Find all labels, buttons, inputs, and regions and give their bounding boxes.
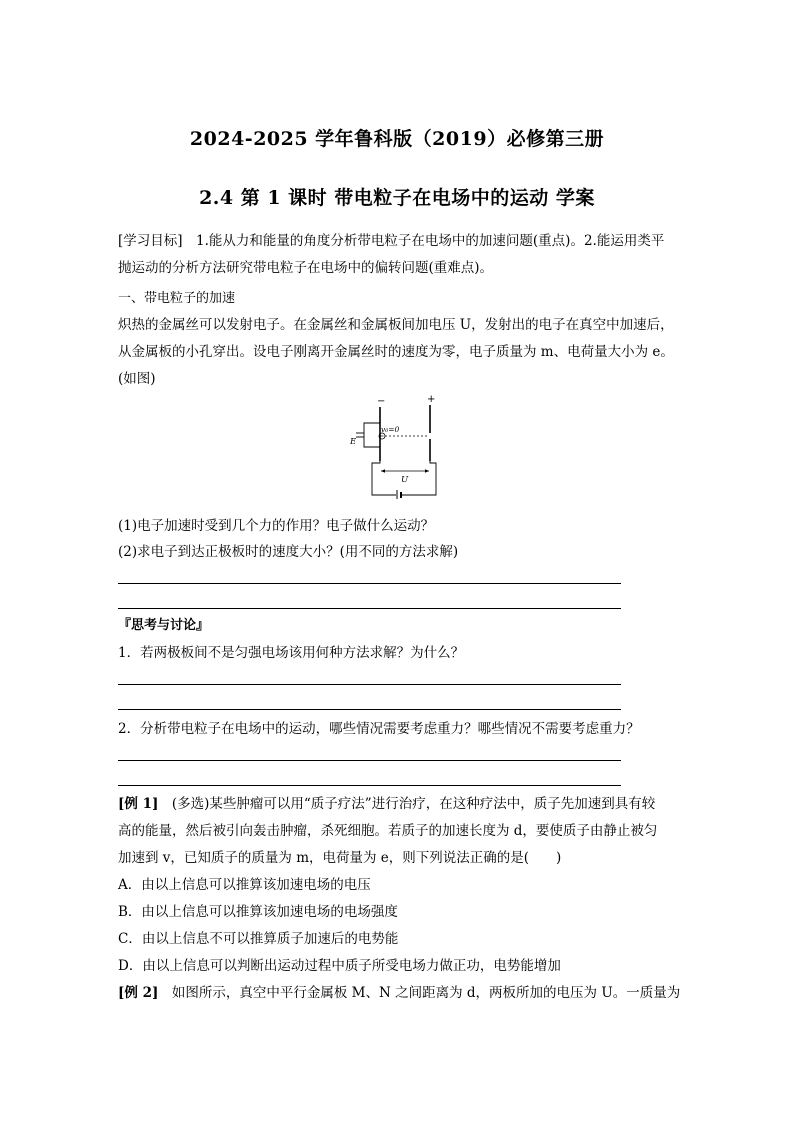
- example-1-line-1: [例 1] (多选)某些肿瘤可以用“质子疗法”进行治疗，在这种疗法中，质子先加速到具有较: [118, 796, 656, 812]
- section-heading-acceleration: 一、带电粒子的加速: [118, 291, 236, 306]
- example-1-tag: [例 1]: [118, 796, 159, 812]
- objectives-line-1: [学习目标] 1.能从力和能量的角度分析带电粒子在电场中的加速问题(重点)。2.能运用类平: [118, 233, 665, 249]
- option-d: D．由以上信息可以判断出运动过程中质子所受电场力做正功，电势能增加: [118, 958, 561, 974]
- answer-line: [118, 583, 621, 584]
- e-label: E: [350, 437, 357, 447]
- option-c: C．由以上信息不可以推算质子加速后的电势能: [118, 931, 399, 947]
- answer-line: [118, 785, 621, 786]
- document-title: 2024-2025 学年鲁科版（2019）必修第三册: [189, 128, 605, 150]
- intro-line-3: (如图): [118, 371, 156, 387]
- option-a: A．由以上信息可以推算该加速电场的电压: [118, 877, 371, 893]
- lesson-title: 2.4 第 1 课时 带电粒子在电场中的运动 学案: [199, 187, 595, 209]
- minus-sign: −: [377, 396, 386, 407]
- example-2-line-1: [例 2] 如图所示，真空中平行金属板 M、N 之间距离为 d，两板所加的电压为 U。一质量为: [118, 985, 681, 1001]
- example-1-line-3: 加速到 v，已知质子的质量为 m，电荷量为 e，则下列说法正确的是( ): [118, 850, 562, 866]
- answer-line: [118, 709, 621, 710]
- discussion-question-1: 1．若两极板间不是匀强电场该用何种方法求解？为什么？: [118, 645, 465, 661]
- example-1-line-2: 高的能量，然后被引向轰击肿瘤，杀死细胞。若质子的加速长度为 d，要使质子由静止被匀: [118, 823, 658, 839]
- answer-line: [118, 608, 621, 609]
- question-1: (1)电子加速时受到几个力的作用？电子做什么运动？: [118, 518, 435, 534]
- answer-line: [118, 760, 621, 761]
- question-2: (2)求电子到达正极板时的速度大小？(用不同的方法求解): [118, 544, 459, 560]
- electron-gun-diagram: [344, 393, 444, 499]
- option-b: B．由以上信息可以推算该加速电场的电场强度: [118, 904, 398, 920]
- discussion-question-2: 2．分析带电粒子在电场中的运动，哪些情况需要考虑重力？哪些情况不需要考虑重力？: [118, 721, 640, 737]
- intro-line-2: 从金属板的小孔穿出。设电子刚离开金属丝时的速度为零，电子质量为 m、电荷量大小为 e。: [118, 344, 674, 360]
- v0-label: v₀=0: [381, 425, 400, 434]
- plus-sign: +: [427, 394, 436, 405]
- discussion-heading: 『思考与讨论』: [118, 618, 210, 633]
- answer-line: [118, 684, 621, 685]
- intro-line-1: 炽热的金属丝可以发射电子。在金属丝和金属板间加电压 U，发射出的电子在真空中加速后，: [118, 317, 674, 333]
- u-label: U: [401, 475, 409, 485]
- example-2-tag: [例 2]: [118, 985, 159, 1001]
- objectives-line-2: 抛运动的分析方法研究带电粒子在电场中的偏转问题(重难点)。: [118, 260, 494, 276]
